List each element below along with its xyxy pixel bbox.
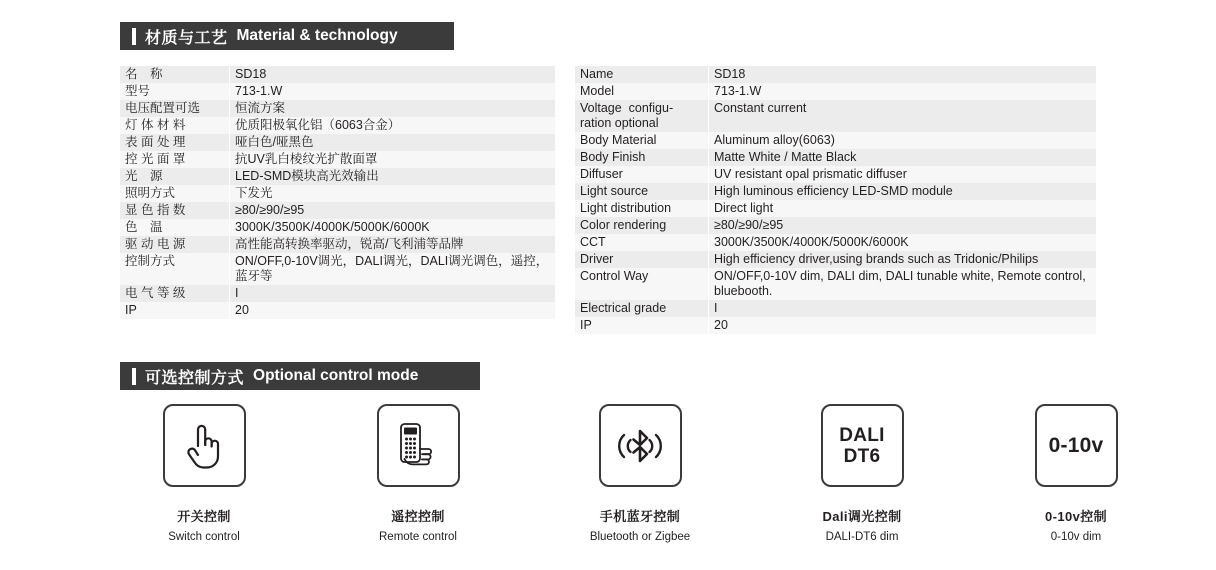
- spec-key: Name: [575, 66, 709, 83]
- control-mode-label-cn: 0-10v控制: [1044, 509, 1108, 524]
- spec-value: I: [230, 285, 556, 302]
- dali-dt6-text: DALI DT6: [839, 424, 885, 467]
- table-row: [120, 253, 555, 285]
- spec-key: Voltage configu- ration optional: [575, 100, 709, 132]
- spec-value: 高性能高转换率驱动，锐高/飞利浦等品牌: [230, 236, 556, 253]
- bluetooth-wireless-icon: [599, 404, 682, 487]
- heading-accent-bar: [132, 368, 136, 385]
- control-mode-label-en: 0-10v dim: [1050, 531, 1102, 543]
- spec-key: IP: [120, 302, 230, 319]
- table-row: [120, 202, 555, 219]
- control-mode-label-en: Switch control: [168, 531, 240, 543]
- control-mode-label-en: DALI-DT6 dim: [825, 531, 899, 543]
- table-row: [120, 168, 555, 185]
- spec-key: Color rendering: [575, 217, 709, 234]
- table-row: [120, 185, 555, 202]
- spec-key: Model: [575, 83, 709, 100]
- table-row: [575, 83, 1096, 100]
- table-row: [120, 117, 555, 134]
- control-mode-label-cn: Dali调光控制: [822, 509, 902, 524]
- dali-dt6-icon: [821, 404, 904, 487]
- control-mode-remote: [328, 404, 508, 543]
- spec-value: LED-SMD模块高光效输出: [230, 168, 556, 185]
- section-heading-material: [120, 22, 454, 50]
- table-row: [575, 149, 1096, 166]
- spec-value: SD18: [230, 66, 556, 83]
- spec-value: ≥80/≥90/≥95: [230, 202, 556, 219]
- spec-key: Body Finish: [575, 149, 709, 166]
- table-row: [575, 268, 1096, 300]
- section-heading-control-cn: 可选控制方式: [145, 369, 245, 387]
- section-heading-control-en: Optional control mode: [253, 367, 419, 384]
- spec-key: 型号: [120, 83, 230, 100]
- table-row: [575, 66, 1096, 83]
- table-row: [575, 234, 1096, 251]
- table-row: [120, 134, 555, 151]
- spec-value: 20: [230, 302, 556, 319]
- table-row: [575, 251, 1096, 268]
- table-row: [575, 166, 1096, 183]
- spec-key: 表 面 处 理: [120, 134, 230, 151]
- hand-touch-icon: [163, 404, 246, 487]
- spec-key: 灯 体 材 料: [120, 117, 230, 134]
- control-mode-label-en: Remote control: [379, 531, 457, 543]
- spec-key: Body Material: [575, 132, 709, 149]
- control-mode-label-cn: 遥控控制: [391, 509, 445, 524]
- zero-to-ten-volt-text: 0-10v: [1048, 433, 1104, 457]
- control-mode-dali: [772, 404, 952, 543]
- table-row: [120, 83, 555, 100]
- control-mode-label-cn: 开关控制: [177, 509, 231, 524]
- control-mode-list: [120, 404, 1108, 554]
- table-row: [575, 300, 1096, 317]
- spec-value: Constant current: [709, 100, 1097, 132]
- spec-value: ON/OFF,0-10V dim, DALI dim, DALI tunable white, Remote control, bluebooth.: [709, 268, 1097, 300]
- spec-key: 控制方式: [120, 253, 230, 285]
- spec-value: 恒流方案: [230, 100, 556, 117]
- control-mode-bluetooth: [550, 404, 730, 543]
- spec-value: High efficiency driver,using brands such as Tridonic/Philips: [709, 251, 1097, 268]
- spec-value: 优质阳极氧化铝（6063合金）: [230, 117, 556, 134]
- spec-key: 光 源: [120, 168, 230, 185]
- control-mode-switch: [114, 404, 294, 543]
- spec-value: 20: [709, 317, 1097, 334]
- spec-key: Light source: [575, 183, 709, 200]
- spec-value: ON/OFF,0-10V调光，DALI调光，DALI调光调色，遥控，蓝牙等: [230, 253, 556, 285]
- spec-key: Control Way: [575, 268, 709, 300]
- spec-value: 3000K/3500K/4000K/5000K/6000K: [230, 219, 556, 236]
- spec-table-english: [575, 66, 1096, 334]
- spec-value: UV resistant opal prismatic diffuser: [709, 166, 1097, 183]
- control-mode-label-cn: 手机蓝牙控制: [599, 509, 681, 524]
- spec-value: Direct light: [709, 200, 1097, 217]
- remote-control-icon: [377, 404, 460, 487]
- spec-key: 色 温: [120, 219, 230, 236]
- spec-table-chinese: [120, 66, 555, 319]
- spec-value: SD18: [709, 66, 1097, 83]
- table-row: [120, 219, 555, 236]
- table-row: [575, 217, 1096, 234]
- table-row: [575, 200, 1096, 217]
- spec-key: 控 光 面 罩: [120, 151, 230, 168]
- spec-value: 713-1.W: [709, 83, 1097, 100]
- spec-key: 照明方式: [120, 185, 230, 202]
- spec-value: High luminous efficiency LED-SMD module: [709, 183, 1097, 200]
- spec-key: 电压配置可选: [120, 100, 230, 117]
- table-row: [120, 236, 555, 253]
- table-row: [120, 66, 555, 83]
- spec-value: Matte White / Matte Black: [709, 149, 1097, 166]
- spec-key: 驱 动 电 源: [120, 236, 230, 253]
- spec-value: Aluminum alloy(6063): [709, 132, 1097, 149]
- table-row: [575, 183, 1096, 200]
- control-mode-label-en: Bluetooth or Zigbee: [589, 531, 691, 543]
- section-heading-control: [120, 362, 480, 390]
- spec-key: Diffuser: [575, 166, 709, 183]
- spec-key: IP: [575, 317, 709, 334]
- spec-value: 下发光: [230, 185, 556, 202]
- spec-value: ≥80/≥90/≥95: [709, 217, 1097, 234]
- table-row: [120, 285, 555, 302]
- heading-accent-bar: [132, 28, 136, 45]
- table-row: [120, 151, 555, 168]
- spec-key: 显 色 指 数: [120, 202, 230, 219]
- section-heading-material-en: Material & technology: [236, 27, 398, 44]
- spec-key: Light distribution: [575, 200, 709, 217]
- table-row: [120, 100, 555, 117]
- spec-key: Electrical grade: [575, 300, 709, 317]
- control-mode-0-10v: [986, 404, 1166, 543]
- spec-value: 713-1.W: [230, 83, 556, 100]
- section-heading-material-cn: 材质与工艺: [145, 29, 228, 47]
- zero-to-ten-volt-icon: [1035, 404, 1118, 487]
- spec-value: 3000K/3500K/4000K/5000K/6000K: [709, 234, 1097, 251]
- spec-value: 抗UV乳白棱纹光扩散面罩: [230, 151, 556, 168]
- spec-key: 电 气 等 级: [120, 285, 230, 302]
- spec-key: CCT: [575, 234, 709, 251]
- spec-key: Driver: [575, 251, 709, 268]
- table-row: [120, 302, 555, 319]
- spec-value: 哑白色/哑黑色: [230, 134, 556, 151]
- spec-value: I: [709, 300, 1097, 317]
- table-row: [575, 100, 1096, 132]
- table-row: [575, 317, 1096, 334]
- spec-key: 名 称: [120, 66, 230, 83]
- table-row: [575, 132, 1096, 149]
